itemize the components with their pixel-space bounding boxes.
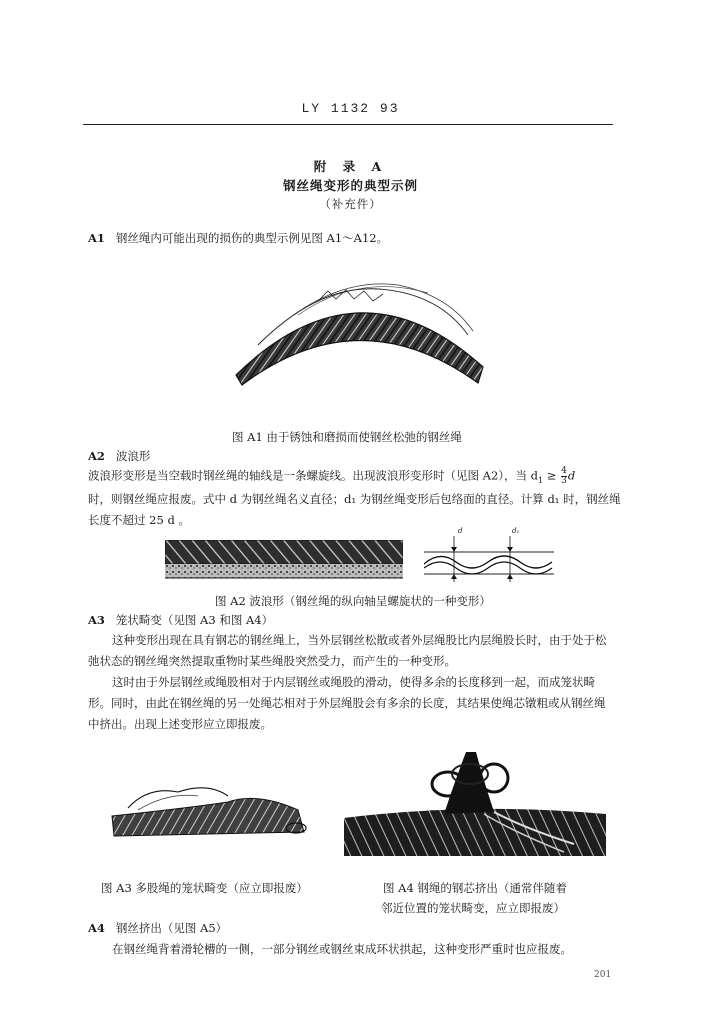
figure-a1-caption: 图 A1 由于锈蚀和磨损而使钢丝松弛的钢丝绳 — [232, 430, 462, 444]
diagram-arrow-icon — [507, 547, 513, 552]
figure-a4-caption-line-1: 图 A4 钢绳的钢芯挤出（通常伴随着 — [383, 881, 567, 895]
section-a3-line-2: 弛状态的钢丝绳突然提取重物时某些绳股突然受力，而产生的一种变形。 — [88, 654, 456, 668]
header-rule — [83, 124, 613, 125]
figure-a4-image — [344, 748, 606, 858]
figure-a2-diagram — [424, 530, 554, 585]
section-a3-title: 笼状畸变（见图 A3 和图 A4） — [115, 613, 274, 627]
diagram-arrow-icon — [507, 574, 513, 579]
section-a2-line-1c: d — [567, 468, 576, 483]
appendix-title: 钢丝绳变形的典型示例 — [282, 178, 418, 193]
fraction-four-thirds — [561, 467, 567, 486]
section-a3-label: A3 — [88, 613, 105, 627]
figure-a1-image — [228, 275, 490, 387]
section-a3-line-1: 这种变形出现在具有钢芯的钢丝绳上，当外层钢丝松散或者外层绳股比内层绳股长时，由于处于松 — [112, 633, 607, 647]
section-a4-title: 钢丝挤出（见图 A5） — [115, 921, 228, 935]
section-a1-label: A1 — [88, 231, 105, 245]
figure-a3-caption: 图 A3 多股绳的笼状畸变（应立即报废） — [101, 881, 308, 895]
figure-a2-caption: 图 A2 波浪形（钢丝绳的纵向轴呈螺旋状的一种变形） — [215, 594, 491, 608]
appendix-subtitle: （补充件） — [319, 197, 382, 211]
appendix-label: 附 录 A — [313, 159, 388, 174]
fraction-numerator: 4 — [561, 466, 567, 476]
section-a2-label: A2 — [88, 449, 105, 463]
section-a2-title: 波浪形 — [115, 449, 151, 463]
section-a3-line-5: 中挤出。出现上述变形应立即报废。 — [88, 717, 272, 731]
section-a2-line-3: 长度不超过 25 d 。 — [88, 513, 190, 527]
section-a2-heading — [88, 449, 150, 463]
section-a2-line-1a: 波浪形变形是当空载时钢丝绳的轴线是一条螺旋线。出现波浪形变形时（见图 A2），当 d — [88, 468, 539, 483]
section-a1 — [88, 231, 388, 245]
diagram-label-d1: d₁ — [512, 527, 520, 535]
diagram-arrow-icon — [451, 547, 457, 552]
section-a4-label: A4 — [88, 921, 105, 935]
figure-a4-caption-line-2: 邻近位置的笼状畸变，应立即报废） — [381, 901, 565, 915]
figure-a2-rope-image — [165, 540, 403, 580]
section-a1-text: 钢丝绳内可能出现的损伤的典型示例见图 A1～A12。 — [115, 231, 389, 245]
diagram-label-d: d — [458, 527, 463, 535]
section-a4-heading — [88, 921, 227, 935]
page-header-code: LY 1132 93 — [301, 101, 400, 116]
section-a3-line-4: 形。同时，由此在钢丝绳的另一处绳芯相对于外层绳股会有多余的长度，其结果使绳芯镦粗或从钢丝绳 — [88, 696, 606, 710]
section-a3-line-3: 这时由于外层钢丝或绳股相对于内层钢丝或绳股的滑动，使得多余的长度移到一起，而成笼状畸 — [112, 675, 595, 689]
section-a2-line-2: 时，则钢丝绳应报废。式中 d 为钢丝绳名义直径；d₁ 为钢丝绳变形后包络面的直径。计算 d₁ 时，钢丝绳 — [88, 492, 621, 506]
diagram-arrow-icon — [451, 574, 457, 579]
section-a2-line-1 — [88, 467, 575, 488]
section-a3-heading — [88, 613, 273, 627]
section-a4-text: 在钢丝绳背着滑轮槽的一侧，一部分钢丝或钢丝束成环状拱起，这种变形严重时也应报废。 — [112, 942, 572, 956]
section-a2-line-1-sub: 1 — [538, 475, 544, 485]
page-number: 201 — [594, 970, 612, 980]
figure-a3-image — [108, 780, 318, 840]
fraction-denominator: 3 — [561, 476, 567, 486]
section-a2-line-1b: ≥ — [543, 468, 561, 483]
